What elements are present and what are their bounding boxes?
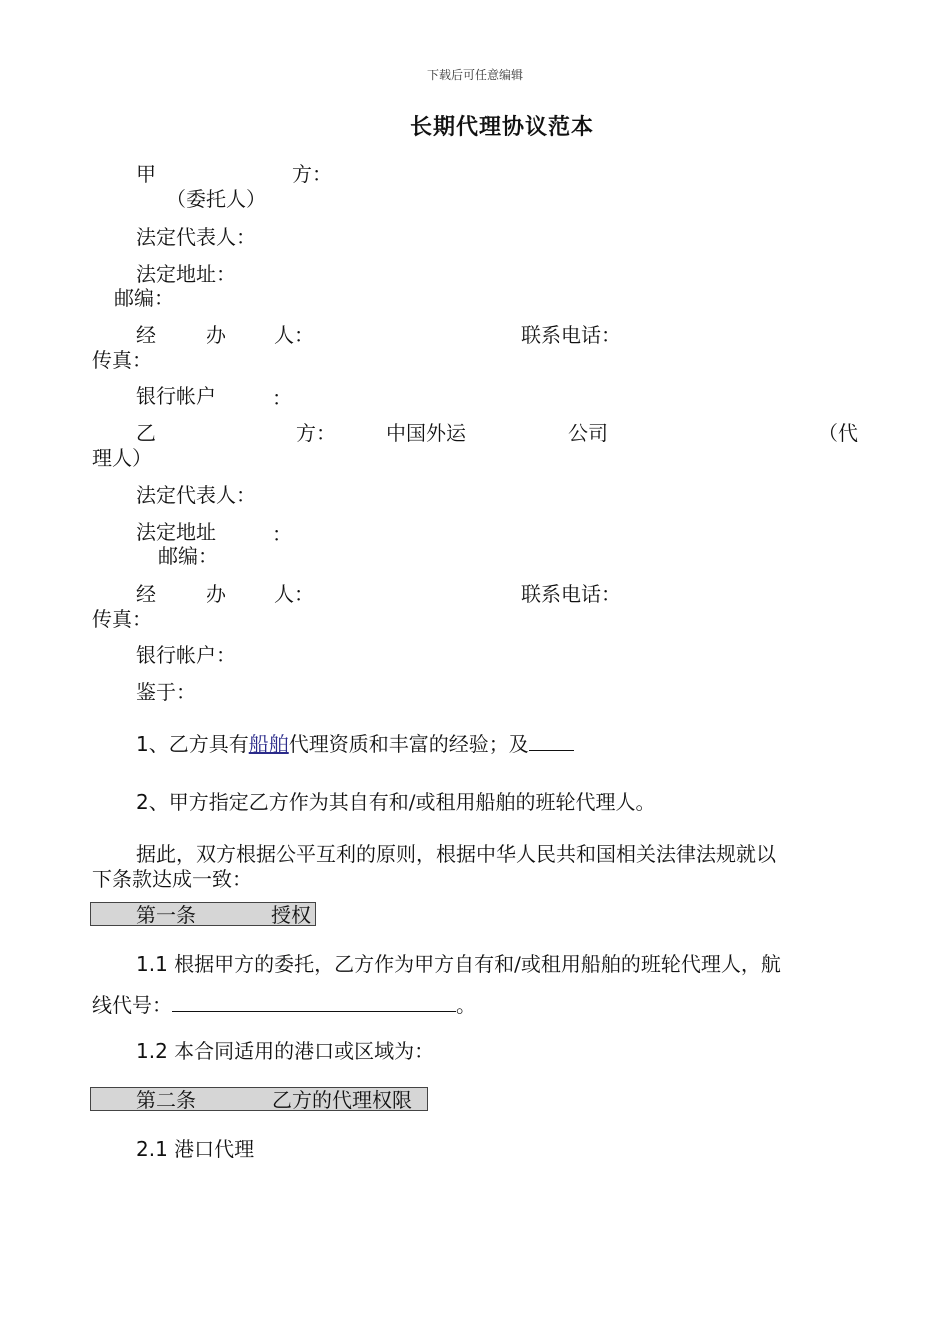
party-b-company-suffix: 公司 <box>568 421 608 445</box>
party-a-role: （委托人） <box>166 187 266 211</box>
party-a-address: 法定地址： <box>136 262 236 286</box>
party-a-phone: 联系电话： <box>521 323 621 347</box>
article-1-heading-title: 授权 <box>271 903 311 927</box>
party-a-legal-rep: 法定代表人： <box>136 225 256 249</box>
agreement-line-2: 下条款达成一致： <box>92 867 252 891</box>
party-b-phone: 联系电话： <box>521 582 621 606</box>
party-b-role-open: （代 <box>818 421 858 445</box>
clause-2-1-number: 2.1 <box>136 1137 168 1161</box>
whereas-item-2-number: 2 <box>136 790 149 814</box>
clause-2-1-text: 港口代理 <box>174 1137 255 1161</box>
article-1-heading <box>90 902 316 926</box>
party-b-agent-jing: 经 <box>136 582 156 606</box>
whereas-label: 鉴于： <box>136 680 196 704</box>
route-code-label: 线代号： <box>92 993 172 1017</box>
clause-1-1-text: 根据甲方的委托，乙方作为甲方自有和/或租用船舶的班轮代理人，航 <box>174 952 781 976</box>
party-a-agent-jing: 经 <box>136 323 156 347</box>
route-code-blank <box>172 991 456 1012</box>
article-2-heading-number: 第二条 <box>136 1088 196 1112</box>
clause-1-1-number: 1.1 <box>136 952 168 976</box>
party-b-label: 乙 <box>136 421 156 445</box>
party-b-agent-ban: 办 <box>206 582 226 606</box>
whereas-item-1-blank <box>529 730 574 751</box>
ship-link[interactable]: 船舶 <box>248 732 289 756</box>
whereas-item-1-number: 1 <box>136 732 149 756</box>
clause-1-2-text: 本合同适用的港口或区域为： <box>174 1039 435 1063</box>
whereas-item-1-post: 代理资质和丰富的经验；及 <box>288 732 529 756</box>
clause-2-1 <box>136 1137 254 1161</box>
party-b-postcode: 邮编： <box>158 544 218 568</box>
party-b-fax: 传真： <box>92 607 152 631</box>
party-a-label: 甲 <box>136 162 156 186</box>
party-b-address: 法定地址 <box>136 520 216 544</box>
party-b-agent-ren: 人： <box>274 582 314 606</box>
party-b-company-name: 中国外运 <box>386 421 466 445</box>
clause-1-2 <box>136 1039 434 1063</box>
whereas-item-2-text: 、甲方指定乙方作为其自有和/或租用船舶的班轮代理人。 <box>148 790 656 814</box>
agreement-line-1: 据此，双方根据公平互利的原则，根据中华人民共和国相关法律法规就以 <box>136 842 776 866</box>
clause-1-2-number: 1.2 <box>136 1039 168 1063</box>
party-b-address-colon: ： <box>272 522 292 546</box>
article-1-heading-number: 第一条 <box>136 903 196 927</box>
whereas-item-1 <box>136 730 574 756</box>
clause-1-1-line-1 <box>136 952 781 976</box>
party-a-colon: 方： <box>292 162 332 186</box>
clause-1-1-line-2 <box>92 991 476 1017</box>
party-b-bank: 银行帐户： <box>136 643 236 667</box>
party-b-role-close: 理人） <box>92 446 152 470</box>
party-a-postcode: 邮编： <box>114 286 174 310</box>
header-note: 下载后可任意编辑 <box>426 68 523 82</box>
party-a-fax: 传真： <box>92 348 152 372</box>
article-2-heading <box>90 1087 428 1111</box>
party-b-legal-rep: 法定代表人： <box>136 483 256 507</box>
route-code-end: 。 <box>456 993 476 1017</box>
party-b-colon: 方： <box>296 421 336 445</box>
article-2-heading-title: 乙方的代理权限 <box>272 1088 412 1112</box>
party-a-agent-ban: 办 <box>206 323 226 347</box>
whereas-item-2 <box>136 790 655 814</box>
party-a-bank: 银行帐户 <box>136 384 216 408</box>
party-a-agent-ren: 人： <box>274 323 314 347</box>
document-title: 长期代理协议范本 <box>409 114 594 140</box>
whereas-item-1-pre: 、乙方具有 <box>148 732 249 756</box>
party-a-bank-colon: ： <box>272 386 292 410</box>
